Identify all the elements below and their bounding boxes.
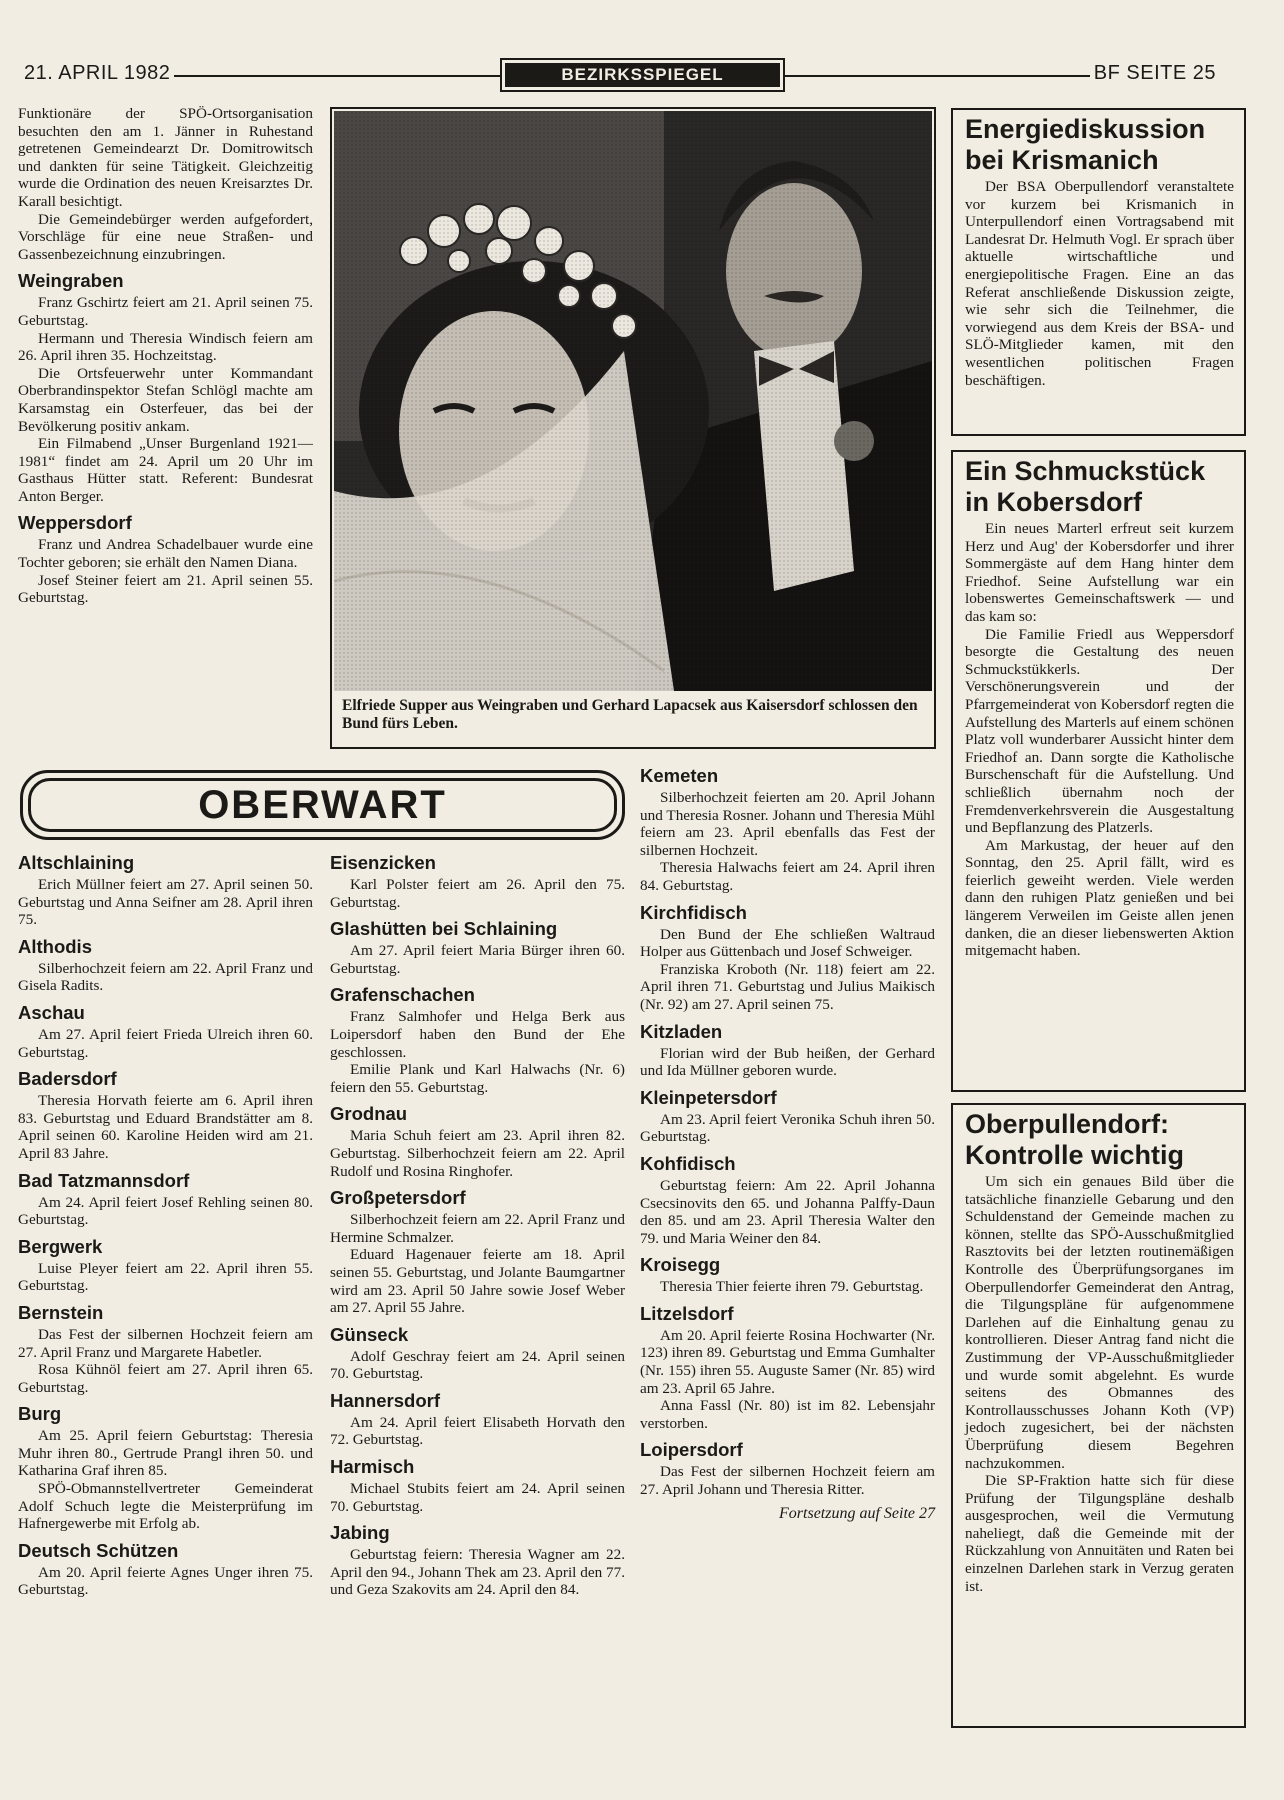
town-heading: Aschau <box>18 1001 85 1023</box>
town-heading: Harmisch <box>330 1456 415 1478</box>
article-headline <box>965 114 1234 176</box>
news-paragraph: Franz Salmhofer und Helga Berk aus Loipersdorf haben den Bund der Ehe geschlossen. <box>330 1008 625 1061</box>
news-paragraph: Die Ortsfeuerwehr unter Kommandant Oberbrandinspektor Stefan Schlögl machte am Karsamstag ein Osterfeuer, das bei der Bevölkerung positiv ankam. <box>18 364 313 435</box>
headline-line: Kontrolle wichtig <box>965 1140 1184 1170</box>
town-heading: Litzelsdorf <box>640 1302 734 1324</box>
headline-line: bei Krismanich <box>965 145 1159 175</box>
news-paragraph: Silberhochzeit feiern am 22. April Franz und Hermine Schmalzer. <box>330 1211 625 1246</box>
news-paragraph: Silberhochzeit feiern am 22. April Franz und Gisela Radits. <box>18 959 313 995</box>
intro-paragraph: Funktionäre der SPÖ-Ortsorganisation besuchten den am 1. Jänner in Ruhestand getretenen Gemeindearzt Dr. Domitrowitsch und dankten für seine Tätigkeit. Gleichzeitig wurde die Ordination des neuen Kreisarztes Dr. Karall besichtigt. <box>18 105 313 210</box>
news-paragraph: Am 27. April feiert Maria Bürger ihren 60. Geburtstag. <box>330 942 625 977</box>
headline-line: Oberpullendorf: <box>965 1109 1169 1139</box>
news-paragraph: Theresia Horvath feierte am 6. April ihren 83. Geburtstag und Eduard Brandstätter am 8. April seinen 60. Karoline Heiden wird am 21. April 83 Jahre. <box>18 1092 313 1162</box>
headline-line: Ein Schmuckstück <box>965 456 1206 486</box>
intro-paragraph: Die Gemeindebürger werden aufgefordert, Vorschläge für eine neue Straßen- und Gassenbezeichnung einzubringen. <box>18 210 313 263</box>
town-heading: Hannersdorf <box>330 1389 440 1411</box>
news-paragraph: Eduard Hagenauer feierte am 18. April seinen 55. Geburtstag, und Jolante Baumgartner wird am 23. April 50 Jahre sowie Josef Weber am 27. April 55 Jahre. <box>330 1246 625 1317</box>
town-heading: Kohfidisch <box>640 1152 736 1174</box>
column-weingraben-weppersdorf <box>18 105 313 607</box>
news-paragraph: Theresia Halwachs feiert am 24. April ihren 84. Geburtstag. <box>640 859 935 894</box>
town-heading: Günseck <box>330 1323 409 1345</box>
article-paragraph: Der BSA Oberpullendorf veranstaltete vor kurzem bei Krismanich in Unterpullendorf einen Vortragsabend mit Landesrat Dr. Helmuth Vogl. Er sprach über aktuelle wirtschaftliche und energiepolitische Fragen. Eine an das Referat anschließende Diskussion zeigte, wie sehr sich die Teilnehmer, die vorwiegend aus dem Kreis der BSA- und SLÖ-Mitglieder kamen, mit den wesentlichen politischen Fragen beschäftigen. <box>965 178 1234 389</box>
news-paragraph: Franz und Andrea Schadelbauer wurde eine Tochter geboren; sie erhält den Namen Diana. <box>18 536 313 572</box>
town-heading: Althodis <box>18 935 92 957</box>
town-heading: Kleinpetersdorf <box>640 1086 777 1108</box>
news-paragraph: Am 24. April feiert Josef Rehling seinen 80. Geburtstag. <box>18 1193 313 1229</box>
town-heading: Kroisegg <box>640 1254 721 1276</box>
page-number: BF SEITE 25 <box>1090 62 1220 85</box>
town-heading: Burg <box>18 1403 62 1425</box>
news-paragraph: Theresia Thier feierte ihren 79. Geburtstag. <box>660 1278 924 1296</box>
photo-caption: Elfriede Supper aus Weingraben und Gerhard Lapacsek aus Kaisersdorf schlossen den Bund fürs Leben. <box>342 697 918 732</box>
town-heading: Glashütten bei Schlaining <box>330 918 558 940</box>
town-heading: Großpetersdorf <box>330 1187 466 1209</box>
town-heading: Badersdorf <box>18 1068 117 1090</box>
town-heading: Bad Tatzmannsdorf <box>18 1169 190 1191</box>
town-heading: Grafenschachen <box>330 984 475 1006</box>
article-body <box>965 520 1234 960</box>
page-header <box>20 58 1220 92</box>
news-paragraph: Am 27. April feiert Frieda Ulreich ihren 60. Geburtstag. <box>18 1025 313 1061</box>
article-body <box>965 1173 1234 1595</box>
news-paragraph: Franziska Kroboth (Nr. 118) feiert am 22. April ihren 71. Geburtstag und Julius Maikisch (Nr. 92) am 27. April seinen 75. <box>640 960 935 1013</box>
article-paragraph: Die SP-Fraktion hatte sich für diese Prüfung der Tilgungspläne deshalb ausgesprochen, weil die Vermutung naheliegt, daß die Gemeinde mit der Rückzahlung von Annuitäten und Raten bei einzelnen Darlehen stark in Verzug geraten ist. <box>965 1472 1234 1595</box>
news-paragraph: Am 23. April feiert Veronika Schuh ihren 50. Geburtstag. <box>640 1110 935 1146</box>
news-paragraph: Ein Filmabend „Unser Burgenland 1921—1981“ findet am 24. April um 20 Uhr im Gasthaus Hütter statt. Referent: Bundesrat Anton Berger. <box>18 435 313 505</box>
town-heading: Jabing <box>330 1522 390 1544</box>
news-paragraph: Geburtstag feiern: Theresia Wagner am 22. April den 94., Johann Thek am 23. April den 77. und Geza Szakovits am 24. April den 84. <box>330 1546 625 1599</box>
news-paragraph: Anna Fassl (Nr. 80) ist im 82. Lebensjahr verstorben. <box>640 1397 935 1432</box>
issue-date: 21. APRIL 1982 <box>20 62 174 85</box>
news-paragraph: Am 20. April feierte Rosina Hochwarter (Nr. 123) ihren 89. Geburtstag und Emma Gumhalter (Nr. 155) ihren 55. Auguste Samer (Nr. 85) wird am 23. April 65 Jahre. <box>640 1326 935 1397</box>
town-heading: Bernstein <box>18 1301 104 1323</box>
article-body <box>965 178 1234 389</box>
district-title: OBERWART <box>198 782 447 827</box>
news-paragraph: Karl Polster feiert am 26. April den 75. Geburtstag. <box>330 876 625 911</box>
news-paragraph: Am 20. April feierte Agnes Unger ihren 75. Geburtstag. <box>18 1563 313 1599</box>
town-heading: Grodnau <box>330 1103 408 1125</box>
article-headline <box>965 456 1234 518</box>
article-paragraph: Ein neues Marterl erfreut seit kurzem Herz und Aug' der Kobersdorfer und ihrer Sommergäste auf dem Hang hinter dem Friedhof. Seine Aufstellung war ein lobenswertes Gemeinschaftswerk — und das kam so: <box>965 520 1234 625</box>
town-heading: Bergwerk <box>18 1235 103 1257</box>
section-badge <box>500 58 785 92</box>
header-rule-left <box>170 75 510 77</box>
town-heading: Eisenzicken <box>330 852 436 873</box>
news-paragraph: Adolf Geschray feiert am 24. April seinen 70. Geburtstag. <box>330 1347 625 1383</box>
article-box-kontrolle <box>951 1103 1246 1728</box>
news-paragraph: Erich Müllner feiert am 27. April seinen 50. Geburtstag und Anna Seifner am 28. April ihren 75. <box>18 876 313 929</box>
wedding-couple-image <box>334 111 932 691</box>
news-paragraph: Florian wird der Bub heißen, der Gerhard und Ida Müllner geboren wurde. <box>640 1044 935 1080</box>
news-paragraph: Silberhochzeit feierten am 20. April Johann und Theresia Rosner. Johann und Theresia Mühl feiern am 23. April ebenfalls das Fest der silbernen Hochzeit. <box>640 789 935 859</box>
district-banner <box>20 770 625 840</box>
news-paragraph: Emilie Plank und Karl Halwachs (Nr. 6) feiern den 55. Geburtstag. <box>330 1061 625 1096</box>
oberwart-column-1 <box>18 852 313 1599</box>
town-heading: Loipersdorf <box>640 1439 743 1461</box>
news-paragraph: Josef Steiner feiert am 21. April seinen 55. Geburtstag. <box>18 571 313 607</box>
news-paragraph: Hermann und Theresia Windisch feiern am 26. April ihren 35. Hochzeitstag. <box>18 329 313 365</box>
wedding-photo <box>334 111 932 691</box>
town-heading: Deutsch Schützen <box>18 1539 179 1561</box>
headline-line: in Kobersdorf <box>965 487 1143 517</box>
section-title: BEZIRKSSPIEGEL <box>505 63 780 87</box>
district-banner-inner <box>28 778 617 832</box>
town-heading: Altschlaining <box>18 852 135 873</box>
news-paragraph: Am 24. April feiert Elisabeth Horvath den 72. Geburtstag. <box>330 1413 625 1449</box>
town-heading-weppersdorf: Weppersdorf <box>18 512 132 534</box>
article-paragraph: Am Markustag, der heuer auf den Sonntag, den 25. April fällt, wird es feierlich geweiht werden. Viele werden dann den ruhigen Platz genießen und bei längerem Verweilen im Geiste allen jenen danken, die an dieser liebenswerten Aktion mitgemacht haben. <box>965 836 1234 960</box>
town-heading-weingraben: Weingraben <box>18 270 124 292</box>
news-paragraph: Das Fest der silbernen Hochzeit feiern am 27. April Johann und Theresia Ritter. <box>640 1463 935 1499</box>
article-box-energiediskussion <box>951 108 1246 436</box>
headline-line: Energiediskussion <box>965 114 1206 144</box>
article-headline <box>965 1109 1234 1171</box>
news-paragraph: Geburtstag feiern: Am 22. April Johanna Csecsinovits den 65. und Johanna Palffy-Daun den 85. und am 23. April Theresia Walter den 79. und Maria Weiner den 84. <box>640 1176 935 1247</box>
news-paragraph: Rosa Kühnöl feiert am 27. April ihren 65. Geburtstag. <box>18 1361 313 1396</box>
news-paragraph: SPÖ-Obmannstellvertreter Gemeinderat Adolf Schuch legte die Meisterprüfung im Hafnergewerbe mit Erfolg ab. <box>18 1480 313 1533</box>
wedding-photo-frame <box>330 107 936 749</box>
news-paragraph: Maria Schuh feiert am 23. April ihren 82. Geburtstag. Silberhochzeit feiern am 22. April Rudolf und Rosina Ringhofer. <box>330 1127 625 1180</box>
article-box-schmuckstueck <box>951 450 1246 1092</box>
town-heading: Kemeten <box>640 765 719 786</box>
news-paragraph: Am 25. April feiern Geburtstag: Theresia Muhr ihren 80., Gertrude Prangl ihren 50. und Katharina Graf ihren 85. <box>18 1427 313 1480</box>
oberwart-column-2 <box>330 852 625 1599</box>
oberwart-column-3 <box>640 765 935 1522</box>
news-paragraph: Michael Stubits feiert am 24. April seinen 70. Geburtstag. <box>330 1480 625 1515</box>
town-heading: Kitzladen <box>640 1020 723 1042</box>
news-paragraph: Franz Gschirtz feiert am 21. April seinen 75. Geburtstag. <box>18 294 313 329</box>
continued-note: Fortsetzung auf Seite 27 <box>779 1504 935 1522</box>
article-paragraph: Die Familie Friedl aus Weppersdorf besorgte die Gestaltung des neuen Schmuckstükkerls. Der Verschönerungsverein und der Pfarrgemeinderat von Kobersdorf regten die Aufstellung des Marterls auf einem schönen Platz voll wunderbarer Aussicht hinter dem Friedhof an. Dann sorgte die Katholische Burschenschaft für die Aufstellung. Und schließlich übernahm noch der Fremdenverkehrsverein die Ausgestaltung und Bepflanzung des Platzerls. <box>965 625 1234 837</box>
news-paragraph: Den Bund der Ehe schließen Waltraud Holper aus Güttenbach und Josef Schweiger. <box>640 925 935 961</box>
news-paragraph: Luise Pleyer feiert am 22. April ihren 55. Geburtstag. <box>18 1259 313 1295</box>
town-heading: Kirchfidisch <box>640 901 747 923</box>
news-paragraph: Das Fest der silbernen Hochzeit feiern am 27. April Franz und Margarete Habetler. <box>18 1325 313 1361</box>
article-paragraph: Um sich ein genaues Bild über die tatsächliche finanzielle Gebarung und den Schuldenstand der Gemeinde machen zu können, stellte das SPÖ-Ausschußmitglied Rasztovits bei der letzten routinemäßigen Kontrolle des Überprüfungsorganes im Oberpullendorfer Gemeinderat den Antrag, die Tilgungspläne für aufgenommene Darlehen auf die Einhaltung genau zu kontrollieren. Dieser Antrag fand nicht die Zustimmung der VP-Ausschußmitglieder und wurde somit abgelehnt. Es wurde seitens des Obmannes des Kontrollausschusses Johann Koth (VP) jedoch zugesichert, bei der nächsten Überprüfung diesem Begehren nachzukommen. <box>965 1173 1234 1472</box>
